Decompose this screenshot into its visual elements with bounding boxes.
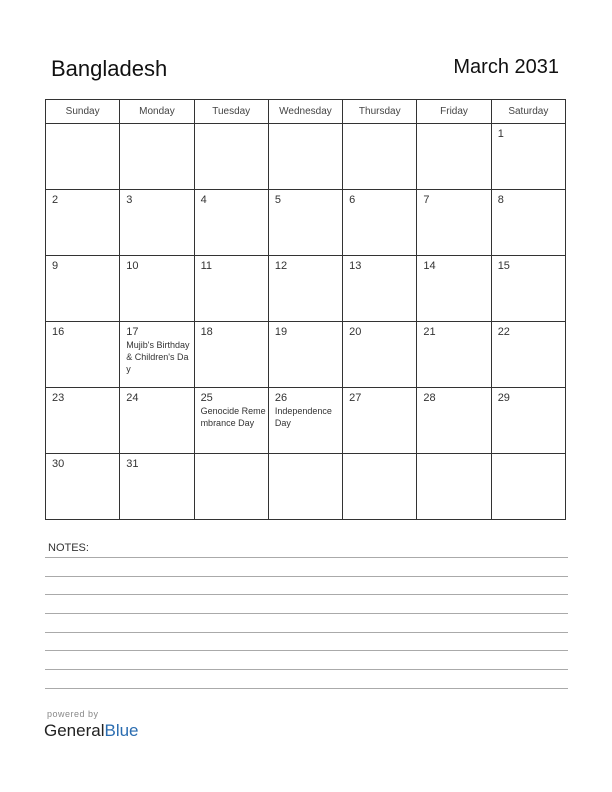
day-number <box>195 454 268 458</box>
note-line <box>45 576 568 577</box>
day-cell <box>46 190 120 256</box>
day-cell <box>194 190 268 256</box>
calendar-country-title: Bangladesh <box>51 56 168 81</box>
day-cell <box>46 454 120 520</box>
powered-by-text: powered by <box>47 709 99 719</box>
brand-blue: Blue <box>104 721 139 740</box>
day-number: 24 <box>126 392 139 404</box>
weekday-header: Monday <box>120 100 194 124</box>
day-cell <box>417 190 491 256</box>
day-cell <box>194 124 268 190</box>
note-line <box>45 650 568 651</box>
day-number: 31 <box>126 458 139 470</box>
notes-label: NOTES: <box>48 542 89 554</box>
day-number <box>417 124 490 128</box>
day-number: 11 <box>200 260 212 272</box>
day-number: 10 <box>126 260 139 272</box>
day-number: 21 <box>423 326 436 338</box>
day-cell <box>46 256 120 322</box>
day-number: 4 <box>200 194 207 206</box>
day-cell <box>343 454 417 520</box>
day-cell <box>194 454 268 520</box>
week-row <box>46 190 566 256</box>
day-number: 18 <box>200 326 213 338</box>
note-line <box>45 613 568 614</box>
day-number: 20 <box>349 326 362 338</box>
calendar-grid <box>45 99 566 520</box>
day-cell <box>343 256 417 322</box>
day-cell <box>194 256 268 322</box>
day-cell <box>417 454 491 520</box>
day-number: 16 <box>52 326 65 338</box>
day-number: 13 <box>349 260 362 272</box>
weekday-header: Thursday <box>343 100 417 124</box>
day-number: 27 <box>349 392 362 404</box>
weekday-header: Wednesday <box>268 100 342 124</box>
day-cell <box>491 388 565 454</box>
day-cell <box>491 322 565 388</box>
day-number: 25 <box>200 392 213 404</box>
day-number: 22 <box>497 326 510 338</box>
day-number: 28 <box>423 392 436 404</box>
week-row <box>46 124 566 190</box>
day-number: 3 <box>126 194 133 206</box>
day-number: 7 <box>423 194 430 206</box>
day-number: 1 <box>497 128 504 140</box>
day-cell <box>343 388 417 454</box>
day-number <box>343 454 416 458</box>
day-cell <box>194 322 268 388</box>
day-number: 2 <box>52 194 59 206</box>
day-number <box>492 454 565 458</box>
day-number: 12 <box>274 260 288 272</box>
day-number <box>195 124 268 128</box>
brand-logo[interactable] <box>44 721 139 741</box>
day-cell <box>268 388 342 454</box>
day-cell <box>417 124 491 190</box>
day-cell <box>46 124 120 190</box>
day-number <box>120 124 193 128</box>
day-number: 14 <box>423 260 436 272</box>
day-number: 23 <box>52 392 65 404</box>
day-number: 9 <box>52 260 59 272</box>
day-cell <box>343 124 417 190</box>
day-cell <box>417 256 491 322</box>
brand-general: General <box>44 721 105 740</box>
holiday-label: Mujib's Birthday & Children's Day <box>126 340 190 374</box>
week-row <box>46 388 566 454</box>
day-number <box>343 124 416 128</box>
note-line <box>45 557 568 558</box>
weekday-header: Sunday <box>46 100 120 124</box>
day-number: 5 <box>274 194 281 206</box>
weekday-header: Saturday <box>491 100 565 124</box>
day-number <box>269 124 342 128</box>
day-cell <box>268 454 342 520</box>
weekday-header: Friday <box>417 100 491 124</box>
day-number: 30 <box>52 458 65 470</box>
day-number <box>417 454 490 458</box>
weekday-header-row <box>46 100 566 124</box>
day-number <box>269 454 342 458</box>
day-cell <box>491 190 565 256</box>
day-cell <box>268 190 342 256</box>
day-cell <box>120 256 194 322</box>
day-cell <box>491 124 565 190</box>
note-line <box>45 688 568 689</box>
day-cell <box>120 124 194 190</box>
day-cell <box>343 190 417 256</box>
day-number: 29 <box>497 392 510 404</box>
day-cell <box>417 388 491 454</box>
day-number: 8 <box>497 194 504 206</box>
day-number: 15 <box>497 260 510 272</box>
day-number <box>46 124 119 128</box>
note-line <box>45 594 568 595</box>
day-cell <box>268 322 342 388</box>
day-number: 19 <box>274 326 288 338</box>
day-cell <box>417 322 491 388</box>
day-cell <box>46 322 120 388</box>
day-number: 17 <box>126 326 139 338</box>
note-line <box>45 632 568 633</box>
week-row <box>46 454 566 520</box>
holiday-label: Genocide Remembrance Day <box>200 406 266 428</box>
day-cell <box>491 256 565 322</box>
week-row <box>46 256 566 322</box>
day-number: 6 <box>349 194 356 206</box>
day-cell <box>120 388 194 454</box>
day-cell <box>194 388 268 454</box>
day-cell <box>120 190 194 256</box>
holiday-label: Independence Day <box>274 406 332 428</box>
day-cell <box>46 388 120 454</box>
day-cell <box>343 322 417 388</box>
day-cell <box>268 124 342 190</box>
weekday-header: Tuesday <box>194 100 268 124</box>
day-number: 26 <box>274 392 288 404</box>
day-cell <box>491 454 565 520</box>
calendar-month-title: March 2031 <box>453 56 559 78</box>
note-line <box>45 669 568 670</box>
week-row <box>46 322 566 388</box>
day-cell <box>120 454 194 520</box>
day-cell <box>268 256 342 322</box>
day-cell <box>120 322 194 388</box>
